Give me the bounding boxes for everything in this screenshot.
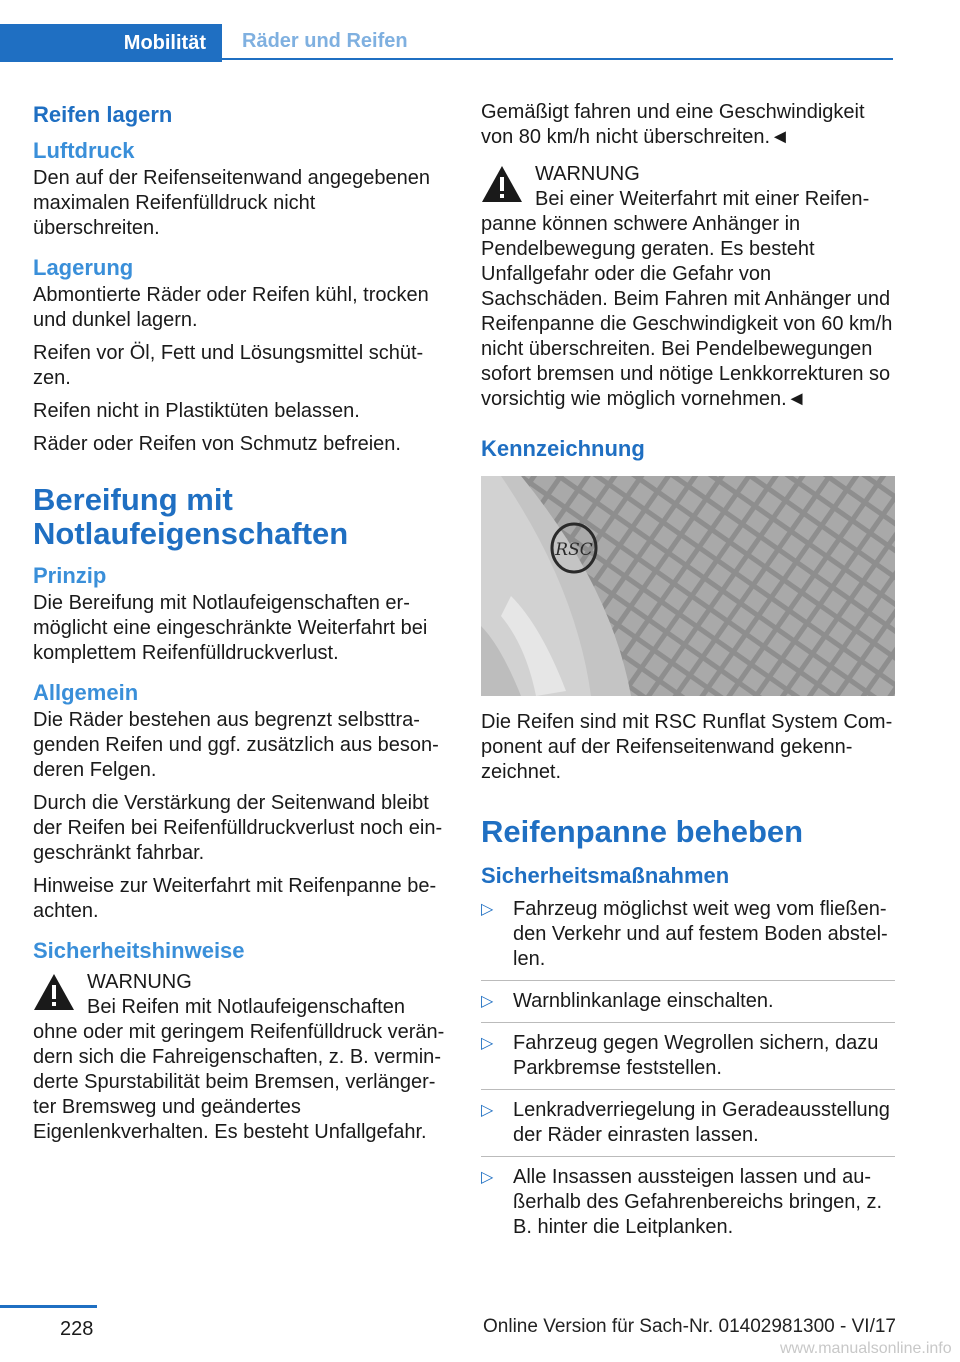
watermark: www.manualsonline.info (780, 1340, 952, 1357)
heading-allgemein: Allgemein (33, 680, 139, 705)
heading-reifenpanne: Reifenpanne beheben (481, 814, 804, 849)
paragraph: Die Reifen sind mit RSC Runflat System Component auf der Reifenseitenwand gekennzeichnet. (481, 711, 893, 783)
list-item: ▷ Warnblinkanlage einschalten. (481, 989, 895, 1023)
right-column (481, 100, 895, 1256)
paragraph: Gemäßigt fahren und eine Geschwindigkeit von 80 km/h nicht überschreiten.◄ (481, 101, 865, 148)
paragraph: Räder oder Reifen von Schmutz befreien. (33, 433, 401, 455)
heading-luftdruck: Luftdruck (33, 138, 135, 163)
paragraph: Abmontierte Räder oder Reifen kühl, trocken und dunkel lagern. (33, 284, 429, 331)
list-item: ▷ Fahrzeug möglichst weit weg vom fließenden Verkehr und auf festem Boden abstellen. (481, 897, 895, 981)
footer-version-text: Online Version für Sach-Nr. 01402981300 - VI/17 (483, 1316, 896, 1337)
paragraph: Die Bereifung mit Notlaufeigenschaften ermöglicht eine eingeschränkte Weiterfahrt bei komplettem Reifenfülldruckverlust. (33, 592, 428, 664)
warning-text: Bei einer Weiterfahrt mit einer Reifenpanne können schwere Anhänger in Pendelbewegung geraten. Es besteht Unfallgefahr oder die Gefahr von Sachschäden. Beim Fahren mit Anhänger und Reifenpanne die Geschwindigkeit von 60 km/h nicht überschreiten. Bei Pendelbewegungen sofort bremsen und nötige Lenkkorrekturen so vorsichtig wie möglich vornehmen.◄ (481, 188, 893, 410)
tire-rsc-marking-image (481, 476, 895, 696)
heading-lagerung: Lagerung (33, 255, 134, 280)
list-item: ▷ Fahrzeug gegen Wegrollen sichern, dazu Parkbremse feststellen. (481, 1031, 895, 1090)
paragraph: Die Räder bestehen aus begrenzt selbsttragenden Reifen und ggf. zusätzlich aus besonderen Felgen. (33, 709, 439, 781)
warning-block (33, 970, 447, 1145)
triangle-bullet-icon: ▷ (481, 1169, 494, 1186)
warning-triangle-icon (481, 165, 523, 203)
warning-block (481, 162, 895, 412)
list-item: ▷ Alle Insassen aussteigen lassen und außerhalb des Gefahrenbereichs bringen, z. B. hinter die Leitplanken. (481, 1166, 883, 1238)
triangle-bullet-icon: ▷ (481, 901, 494, 918)
left-column (33, 100, 447, 1145)
steps-list (481, 897, 895, 1248)
paragraph: Reifen nicht in Plastiktüten belassen. (33, 400, 360, 422)
footer-rule (0, 1305, 97, 1308)
paragraph: Hinweise zur Weiterfahrt mit Reifenpanne beachten. (33, 875, 437, 922)
heading-prinzip: Prinzip (33, 563, 107, 588)
triangle-bullet-icon: ▷ (481, 1035, 494, 1052)
heading-reifen-lagern: Reifen lagern (33, 102, 173, 127)
warning-triangle-icon (33, 973, 75, 1011)
rsc-logo-text: RSC (555, 540, 593, 560)
paragraph: Den auf der Reifenseitenwand angegebenen maximalen Reifenfülldruck nicht überschreiten. (33, 167, 430, 239)
tab-raeder-und-reifen[interactable]: Räder und Reifen (222, 24, 893, 60)
warning-text: Bei Reifen mit Notlaufeigenschaften ohne oder mit geringem Reifenfülldruck verändern sich die Fahreigenschaften, z. B. verminderte Spurstabilität beim Bremsen, verlängerter Bremsweg und geändertes Eigenlenkverhalten. Es besteht Unfallgefahr. (33, 996, 445, 1143)
header-tabs (0, 24, 893, 62)
heading-sicherheitsmassnahmen: Sicherheitsmaßnahmen (481, 863, 730, 888)
heading-sicherheitshinweise: Sicherheitshinweise (33, 938, 245, 963)
paragraph: Durch die Verstärkung der Seitenwand bleibt der Reifen bei Reifenfülldruckverlust noch eingeschränkt fahrbar. (33, 792, 443, 864)
paragraph: Reifen vor Öl, Fett und Lösungsmittel schützen. (33, 342, 424, 389)
warning-title: WARNUNG (87, 971, 192, 993)
heading-bereifung: Bereifung mit Notlaufeigenschaften (33, 482, 349, 551)
list-item: ▷ Lenkradverriegelung in Geradeausstellung der Räder einrasten lassen. (481, 1098, 895, 1157)
triangle-bullet-icon: ▷ (481, 1102, 494, 1119)
heading-kennzeichnung: Kennzeichnung (481, 436, 645, 461)
tab-mobilitaet[interactable]: Mobilität (0, 24, 222, 62)
page-number: 228 (60, 1318, 94, 1340)
warning-title: WARNUNG (535, 163, 640, 185)
triangle-bullet-icon: ▷ (481, 993, 494, 1010)
